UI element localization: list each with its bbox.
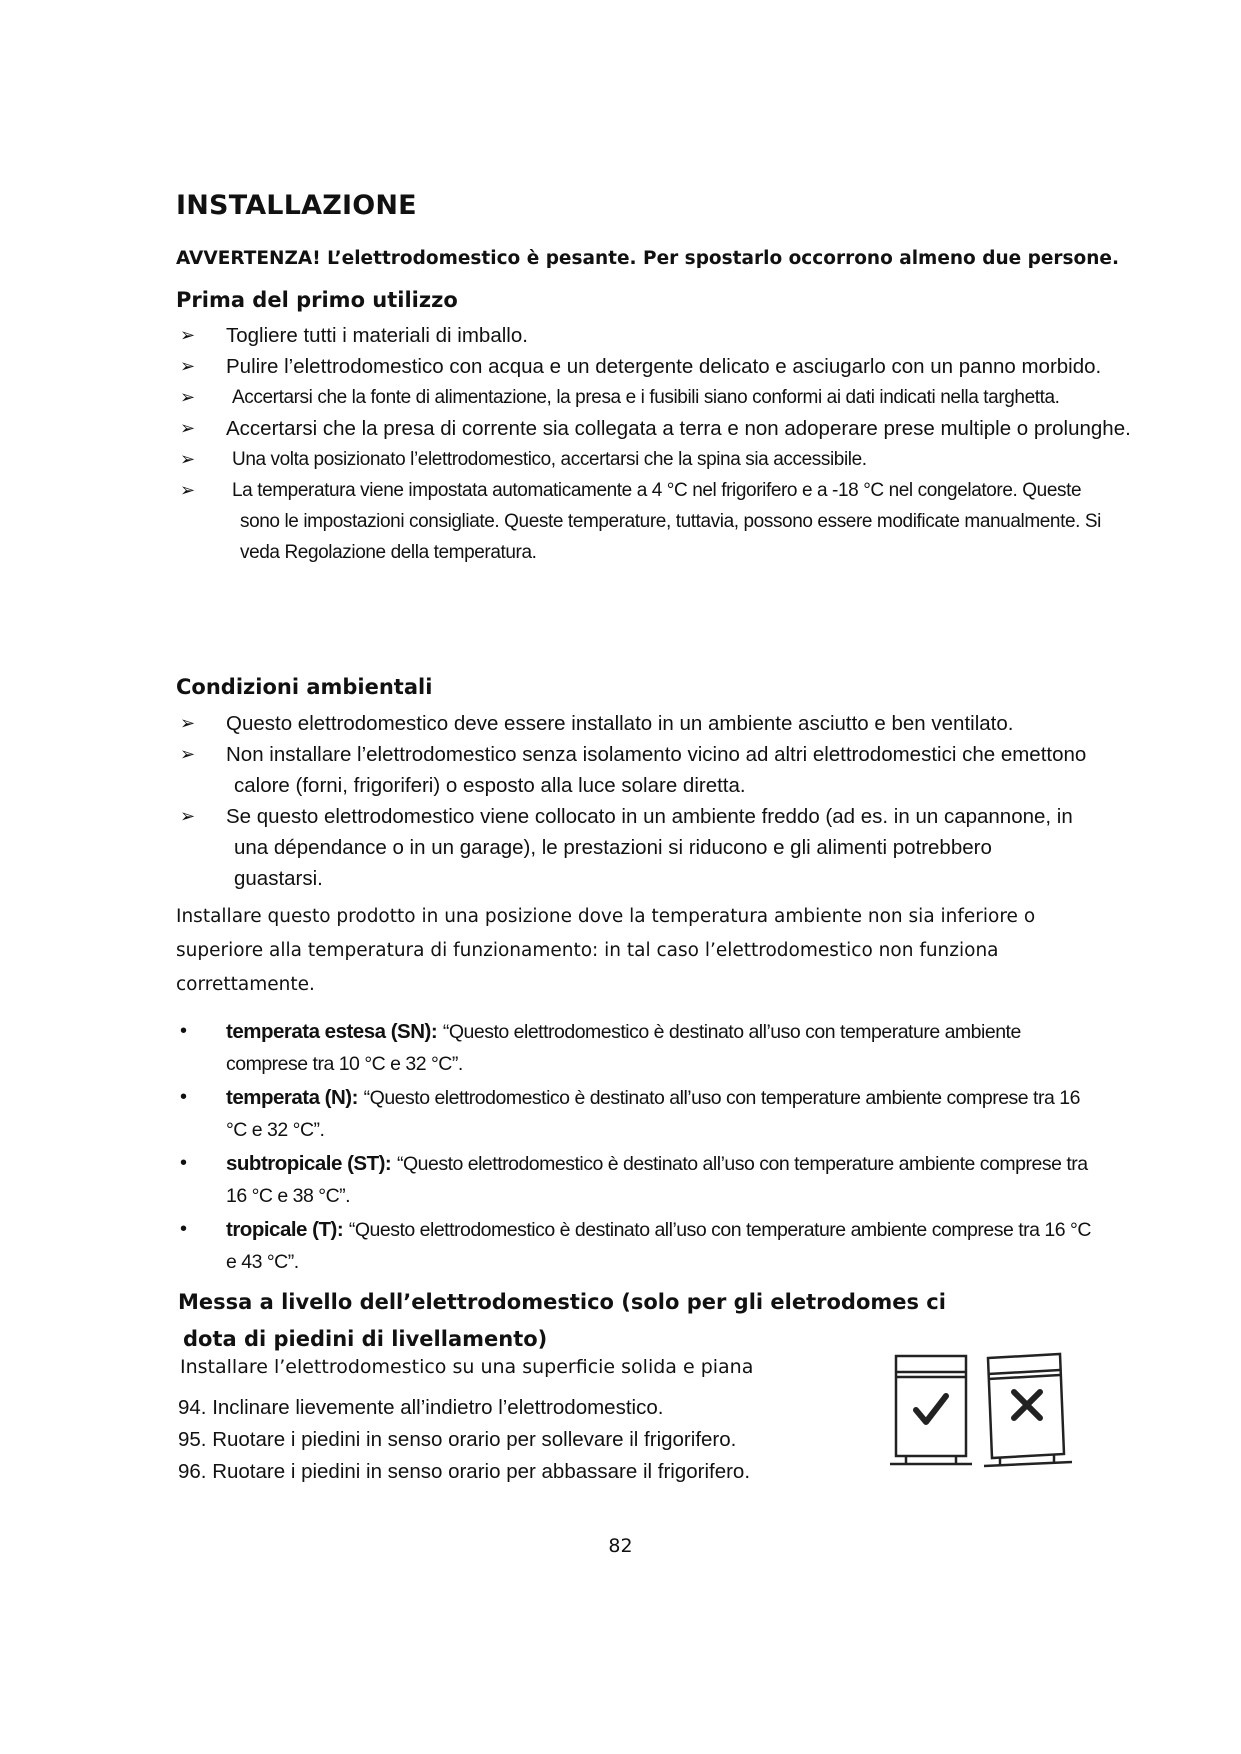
- list-item: • temperata (N): “Questo elettrodomestico è destinato all’uso con temperature ambiente comprese tra 16 °C e 32 °C”.: [176, 1082, 1096, 1146]
- leveling-steps: [178, 1392, 750, 1488]
- arrow-bullet-icon: ➢: [180, 449, 195, 469]
- leveling-illustration: [888, 1350, 1078, 1480]
- arrow-bullet-icon: ➢: [180, 744, 196, 764]
- bullet-icon: •: [180, 1020, 188, 1042]
- list-item: ➢ Accertarsi che la fonte di alimentazione, la presa e i fusibili siano conformi ai dati indicati nella targhetta.: [176, 382, 1156, 413]
- list-item: ➢ La temperatura viene impostata automaticamente a 4 °C nel frigorifero e a -18 °C nel congelatore. Queste sono le impostazioni consigliate. Queste temperature, tuttavia, possono essere modificate manualmente. Si veda Regolazione della temperatura.: [176, 475, 1156, 568]
- list-item: ➢ Se questo elettrodomestico viene collocato in un ambiente freddo (ad es. in un capannone, in una dépendance o in un garage), le prestazioni si riducono e gli alimenti potrebbero guastarsi.: [176, 801, 1156, 894]
- leveling-subtitle: Installare l’elettrodomestico su una superficie solida e piana: [180, 1356, 754, 1378]
- level-appliance-correct-icon: [890, 1356, 972, 1464]
- list-item: ➢ Accertarsi che la presa di corrente sia collegata a terra e non adoperare prese multiple o prolunghe.: [176, 413, 1156, 444]
- step-item: 94. Inclinare lievemente all’indietro l’elettrodomestico.: [178, 1396, 664, 1419]
- list-item: ➢ Pulire l’elettrodomestico con acqua e un detergente delicato e asciugarlo con un panno morbido.: [176, 351, 1156, 382]
- ambient-conditions-list: [176, 708, 1156, 894]
- page-title: INSTALLAZIONE: [176, 190, 417, 221]
- operating-temperature-paragraph: Installare questo prodotto in una posizione dove la temperatura ambiente non sia inferiore o superiore alla temperatura di funzionamento: in tal caso l’elettrodomestico non funziona correttamente.: [176, 906, 1036, 995]
- arrow-bullet-icon: ➢: [180, 806, 196, 826]
- bullet-icon: •: [180, 1218, 188, 1240]
- step-item: 95. Ruotare i piedini in senso orario per sollevare il frigorifero.: [178, 1428, 737, 1451]
- arrow-bullet-icon: ➢: [180, 418, 196, 438]
- list-item: • tropicale (T): “Questo elettrodomestico è destinato all’uso con temperature ambiente comprese tra 16 °C e 43 °C”.: [176, 1214, 1096, 1278]
- bullet-icon: •: [180, 1086, 188, 1108]
- list-item: ➢ Una volta posizionato l’elettrodomestico, accertarsi che la spina sia accessibile.: [176, 444, 1156, 475]
- bullet-icon: •: [180, 1152, 188, 1174]
- arrow-bullet-icon: ➢: [180, 356, 196, 376]
- arrow-bullet-icon: ➢: [180, 387, 195, 407]
- climate-class-list: [176, 1016, 1096, 1280]
- list-item: ➢ Questo elettrodomestico deve essere installato in un ambiente asciutto e ben ventilato.: [176, 708, 1156, 739]
- warning-text: AVVERTENZA! L’elettrodomestico è pesante. Per spostarlo occorrono almeno due persone.: [176, 248, 1119, 269]
- step-item: 96. Ruotare i piedini in senso orario per abbassare il frigorifero.: [178, 1460, 751, 1483]
- tilted-appliance-wrong-icon: [984, 1354, 1072, 1466]
- list-item: ➢ Non installare l’elettrodomestico senza isolamento vicino ad altri elettrodomestici che emettono calore (forni, frigoriferi) o esposto alla luce solare diretta.: [176, 739, 1156, 801]
- section-heading-ambient-conditions: Condizioni ambientali: [176, 675, 433, 699]
- arrow-bullet-icon: ➢: [180, 480, 195, 500]
- section-heading-first-use: Prima del primo utilizzo: [176, 288, 458, 312]
- page-number: 82: [608, 1535, 633, 1557]
- arrow-bullet-icon: ➢: [180, 713, 196, 733]
- arrow-bullet-icon: ➢: [180, 325, 196, 345]
- list-item: • temperata estesa (SN): “Questo elettrodomestico è destinato all’uso con temperature ambiente comprese tra 10 °C e 32 °C”.: [176, 1016, 1096, 1080]
- list-item: • subtropicale (ST): “Questo elettrodomestico è destinato all’uso con temperature ambiente comprese tra 16 °C e 38 °C”.: [176, 1148, 1096, 1212]
- first-use-list: [176, 320, 1156, 568]
- section-heading-leveling: Messa a livello dell’elettrodomestico (solo per gli eletrodomes ci dota di piedini di livellamento): [178, 1290, 946, 1351]
- list-item: ➢ Togliere tutti i materiali di imballo.: [176, 320, 1156, 351]
